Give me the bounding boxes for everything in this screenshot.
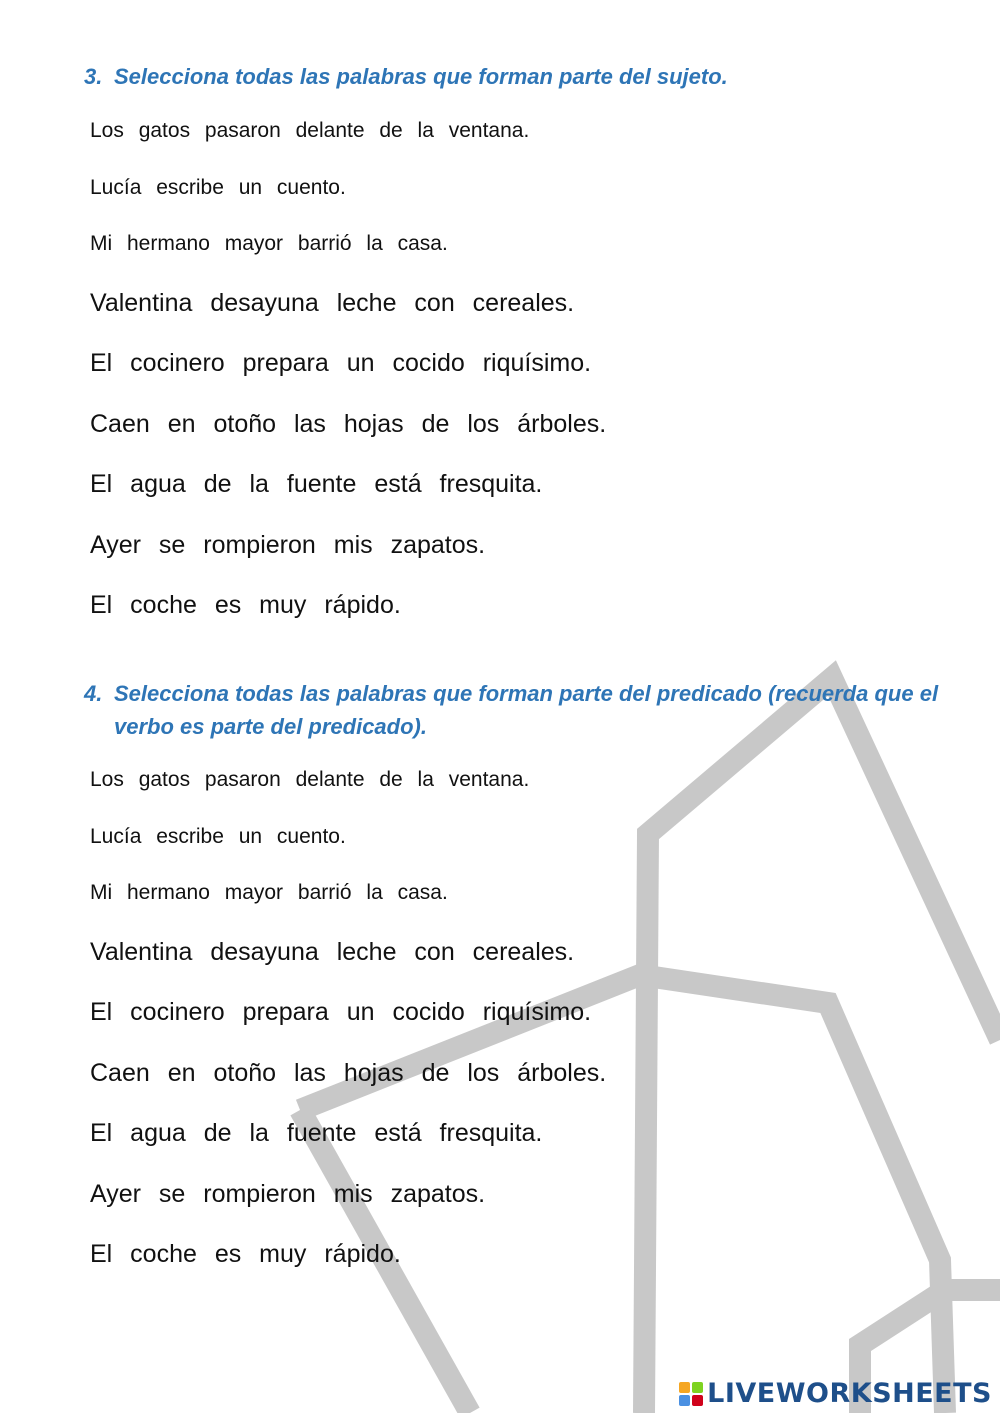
- s4-sentence-1[interactable]: Los gatos pasaron delante de la ventana.: [90, 768, 530, 791]
- s3-sentence-7[interactable]: El agua de la fuente está fresquita.: [90, 470, 543, 498]
- s4-sentence-6[interactable]: Caen en otoño las hojas de los árboles.: [90, 1059, 607, 1087]
- s3-sentence-8[interactable]: Ayer se rompieron mis zapatos.: [90, 531, 486, 559]
- s4-sentence-8[interactable]: Ayer se rompieron mis zapatos.: [90, 1180, 486, 1208]
- liveworksheets-logo: [679, 1378, 992, 1409]
- s3-sentence-3[interactable]: Mi hermano mayor barrió la casa.: [90, 232, 448, 255]
- s4-sentence-7[interactable]: El agua de la fuente está fresquita.: [90, 1119, 543, 1147]
- section-4-number: 4.: [84, 681, 103, 706]
- s4-sentence-4[interactable]: Valentina desayuna leche con cereales.: [90, 938, 575, 966]
- section-4-heading: [84, 677, 944, 743]
- section-3-heading: [84, 60, 944, 93]
- s4-sentence-5[interactable]: El cocinero prepara un cocido riquísimo.: [90, 998, 592, 1026]
- s3-sentence-2[interactable]: Lucía escribe un cuento.: [90, 176, 346, 199]
- section-3-number: 3.: [84, 64, 103, 89]
- brand-name: LIVEWORKSHEETS: [707, 1378, 992, 1409]
- s4-sentence-9[interactable]: El coche es muy rápido.: [90, 1240, 401, 1268]
- s4-sentence-3[interactable]: Mi hermano mayor barrió la casa.: [90, 881, 448, 904]
- logo-square-l: [679, 1382, 690, 1393]
- logo-square-e: [692, 1395, 703, 1406]
- section-3-instruction: Selecciona todas las palabras que forman parte del sujeto.: [114, 64, 728, 89]
- section-4-instruction: Selecciona todas las palabras que forman parte del predicado (recuerda que el verbo es parte del predicado).: [114, 681, 939, 739]
- logo-square-i: [692, 1382, 703, 1393]
- s3-sentence-5[interactable]: El cocinero prepara un cocido riquísimo.: [90, 349, 592, 377]
- s3-sentence-9[interactable]: El coche es muy rápido.: [90, 591, 401, 619]
- s3-sentence-4[interactable]: Valentina desayuna leche con cereales.: [90, 289, 575, 317]
- s4-sentence-2[interactable]: Lucía escribe un cuento.: [90, 825, 346, 848]
- logo-square-v: [679, 1395, 690, 1406]
- s3-sentence-6[interactable]: Caen en otoño las hojas de los árboles.: [90, 410, 607, 438]
- s3-sentence-1[interactable]: Los gatos pasaron delante de la ventana.: [90, 119, 530, 142]
- logo-grid-icon: [679, 1382, 703, 1406]
